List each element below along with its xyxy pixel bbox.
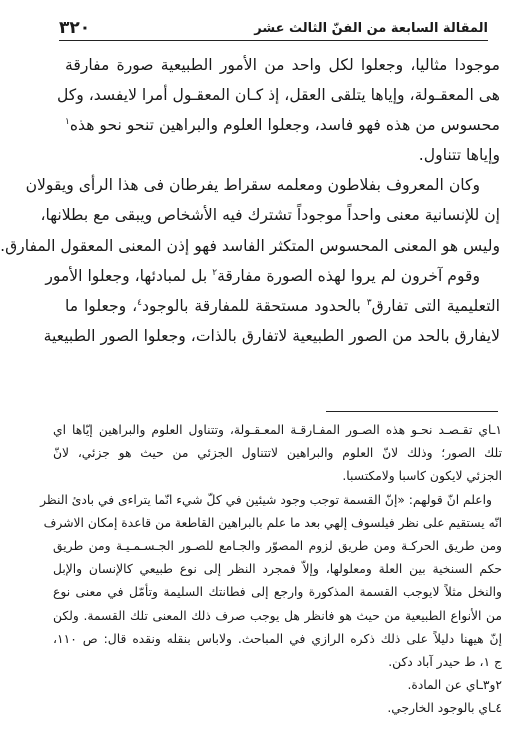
footnote-ref: ٢: [212, 267, 218, 278]
page-number: ٣٢٠: [59, 18, 91, 38]
footnote-line: من الأنواع الطبيعية من حيث هو فانظر هل يوجب صرف ذلك المعنى تلك القسمة. ولكن: [53, 608, 502, 623]
footnote-line: الجزئي لايكون كاسبا ولامكتسبا.: [342, 469, 502, 484]
body-line: هى المعقـولة، وإياها يتلقى العقل، إذ كـان المعقـول أمرا لايفسد، وكل: [57, 86, 500, 105]
footnote-line: تلك الصور؛ وذلك لانّ العلوم والبراهين لاتتناول الجزئي من حيث هو جزئي، لانّ: [53, 446, 502, 461]
footnote-line: والنخل مثلاً لايوجب القسمة المذكورة وارجع إلى فطانتك السليمة وتأمّل في معنى نوع: [53, 585, 502, 600]
body-line: موجودا مثاليا، وجعلوا لكل واحد من الأمور الطبيعية صورة مفارقة: [65, 56, 500, 74]
footnote-separator: [326, 411, 498, 412]
body-line: محسوس من هذه فهو فاسد، وجعلوا العلوم والبراهين تنحو نحو هذه$^١$: [65, 116, 500, 135]
footnotes: [40, 419, 502, 721]
footnote-ref: ٤: [137, 297, 142, 308]
footnote-line: ١ـاي تقـصـد نحـو هذه الصـور المفـارقـة المعـقـولة، وتتناول العلوم والبراهين إيّاها اي: [53, 423, 502, 437]
footnote-line: إنّ هيهنا دليلاً على ذلك ذكره الرازي في المباحث. ولاباس بنقله ونقده قال: ص ١١٠،: [53, 631, 502, 646]
body-line: وإياها تتناول.: [418, 146, 500, 165]
body-line: وليس هو المعنى المحسوس المتكثر الفاسد فهو إذن المعنى المعقول المفارق.: [0, 236, 500, 255]
body-line: التعليمية التى تفارق$^٣$ بالحدود مستحقة للمفارقة بالوجود$^٤$، وجعلوا ما: [65, 296, 500, 315]
footnote-ref: ١: [65, 117, 70, 127]
body-line: وكان المعروف بفلاطون ومعلمه سقراط يفرطان فى هذا الرأى ويقولان: [25, 176, 480, 195]
footnote-line: واعلم انّ قولهم: «إنّ القسمة توجب وجود شيئين في كلّ شيء انّما يتراءى في بادئ النظر: [40, 492, 492, 507]
running-title: المقالة السابعة من الفنّ الثالث عشر: [254, 21, 488, 36]
footnote-line: ٤ـاي بالوجود الخارجي.: [387, 701, 502, 716]
footnote-line: انّه يستقيم على نظر فيلسوف إلهي بعد ما علم بالبراهين القاطعة من قاعدة إمكان الاشرف: [43, 515, 502, 530]
body-line: وقوم آخرون لم يروا لهذه الصورة مفارقة$^٢$ بل لمبادئها، وجعلوا الأمور: [45, 266, 480, 285]
body-line: لايفارق بالحد من الصور الطبيعية لاتفارق بالذات، وجعلوا الصور الطبيعية: [43, 326, 500, 345]
footnote-line: ٢و٣ـاي عن المادة.: [407, 678, 502, 693]
page-header: [59, 10, 488, 38]
footnote-line: حكم السنخية بين العلة ومعلولها، وإلاّ فمجرد النظر إلى نوع طبيعي كالإنسان والإبل: [53, 562, 502, 577]
main-text: [0, 50, 500, 351]
footnote-ref: ٣: [366, 297, 372, 308]
body-line: إن للإنسانية معنى واحداً موجوداً تشترك فيه الأشخاص ويبقى مع بطلانها،: [40, 206, 500, 225]
footnote-line: ج ١، ط حيدر آباد دكن.: [388, 655, 502, 670]
header-rule: [59, 40, 488, 41]
footnote-line: ومن طريق الحركـة ومن طريق لزوم المصوّر والجـامع للصـور الجـسـمـيـة ومن طريق: [53, 539, 502, 554]
